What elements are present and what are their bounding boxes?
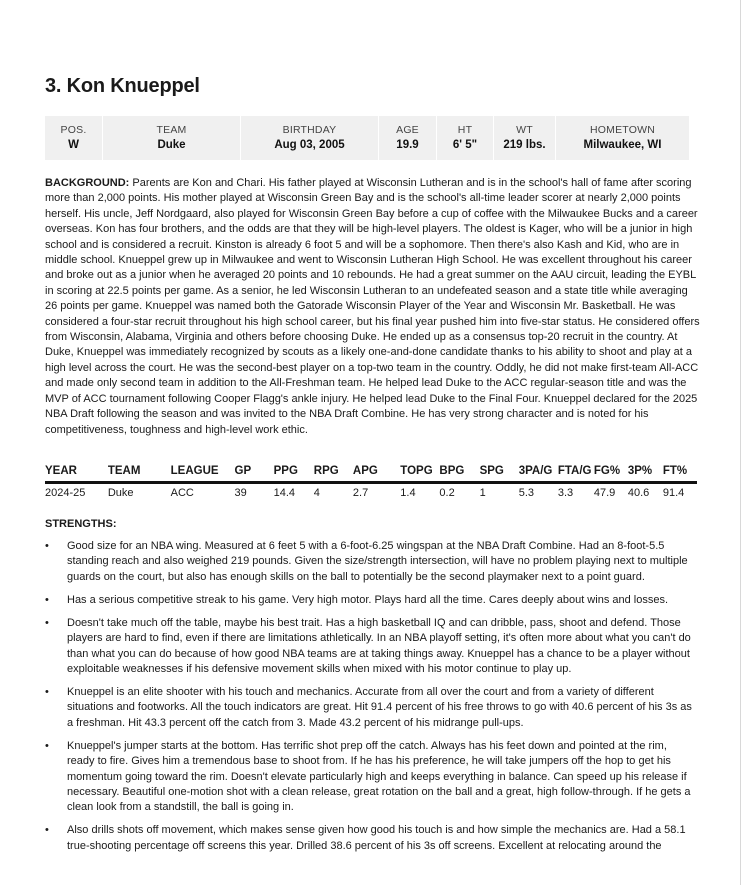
stats-header: 3PA/G: [519, 461, 558, 483]
strength-text: Has a serious competitive streak to his game. Very high motor. Plays hard all the time. Cares deeply about wins and losses.: [67, 593, 669, 606]
bio-team: [102, 116, 240, 160]
bio-bar: [45, 116, 689, 160]
bullet-icon: •: [45, 686, 49, 699]
strength-text: Knueppel's jumper starts at the bottom. Has terrific shot prep off the catch. Always has his feet down and pointed at the rim, ready to fire. Gives him a tremendous base to shoot from. If he has his preference, he will take jumpers off the hop to get his momentum going toward the rim. Doesn't elevate particularly high and keeps everything in balance. Can speed up his release if necessary. Beautiful one-motion shot with a clean release, great rotation on the ball and a great, high follow-through. If he gets a clean look from a standstill, the ball is going in.: [67, 739, 691, 814]
bio-height: [436, 116, 493, 160]
strengths-heading: STRENGTHS:: [45, 518, 117, 530]
bio-label: AGE: [396, 124, 419, 136]
bio-value: Duke: [157, 139, 186, 151]
stats-cell: ACC: [170, 487, 194, 499]
bullet-icon: •: [45, 540, 49, 552]
bio-pos: [45, 116, 102, 160]
bio-birthday: [240, 116, 378, 160]
stats-header: YEAR: [45, 461, 108, 483]
stats-cell: 40.6: [627, 487, 650, 499]
background-paragraph: [45, 176, 700, 438]
stats-cell: 39: [234, 487, 247, 499]
bio-label: WT: [516, 124, 533, 136]
bio-value: Milwaukee, WI: [583, 139, 662, 151]
stats-cell: 91.4: [662, 487, 685, 499]
stats-cell: 47.9: [593, 487, 616, 499]
bio-value: W: [68, 139, 79, 151]
player-title: 3. Kon Knueppel: [45, 75, 200, 97]
list-item: [45, 823, 695, 854]
strength-text: Doesn't take much off the table, maybe his best trait. Has a high basketball IQ and can dribble, pass, shoot and defend. Those players are hard to find, even if there are limitations athletically. In an NBA playoff setting, it's often more about what you can't do than what you can do because of how good NBA teams are at taking things away. Knueppel has a chance to be a player without exploitable weaknesses if his defensive movement skills when mixed with his motor continue to play up.: [67, 616, 691, 676]
stats-cell: 2.7: [352, 487, 369, 499]
stats-header: FT%: [663, 461, 697, 483]
bullet-icon: •: [45, 593, 49, 606]
strength-text: Knueppel is an elite shooter with his touch and mechanics. Accurate from all over the court and from a variety of different situations and footworks. All the touch indicators are great. Hit 91.4 percent of his free throws to go with 40.6 percent of his 3s as a freshman. Hit 43.3 percent off the catch from 3. Made 43.2 percent of his midrange pull-ups.: [67, 686, 692, 729]
bio-label: TEAM: [156, 124, 187, 136]
bio-value: 219 lbs.: [503, 139, 546, 151]
bio-label: POS.: [60, 124, 87, 136]
stats-cell: 4: [313, 487, 320, 499]
stats-header: 3P%: [628, 461, 663, 483]
stats-cell: Duke: [107, 487, 134, 499]
stats-cell: 2024-25: [45, 487, 86, 499]
background-label: BACKGROUND:: [45, 177, 130, 189]
stats-header: TEAM: [108, 461, 171, 483]
stats-cell: 0.2: [439, 487, 455, 499]
bio-weight: [493, 116, 555, 160]
stats-header-row: [45, 461, 697, 483]
bio-label: HOMETOWN: [590, 124, 655, 136]
list-item: [45, 539, 695, 585]
stats-header: APG: [353, 461, 400, 483]
stats-header: PPG: [274, 461, 314, 483]
bio-age: [378, 116, 436, 160]
table-row: [45, 483, 697, 503]
bio-value: 6' 5": [452, 139, 478, 151]
bio-label: BIRTHDAY: [282, 124, 337, 136]
stats-header: LEAGUE: [171, 461, 235, 483]
strength-text: Also drills shots off movement, which makes sense given how good his touch is and how simple the mechanics are. Had a 58.1 true-shooting percentage off screens this year. Drilled 38.6 percent of his 3s off screens. Excellent at relocating around the: [67, 824, 686, 852]
background-text: Parents are Kon and Chari. His father played at Wisconsin Lutheran and is in the school's hall of fame after scoring more than 2,000 points. His mother played at Wisconsin Green Bay and is the school's all-time leader scorer at nearly 2,000 points herself. His uncle, Jeff Nordgaard, also played for Wisconsin Green Bay before a cup of coffee with the Milwaukee Bucks and a career overseas. Kon has four brothers, and the odds are that they will be high-level players. The oldest is Kager, who will be a junior in high school and is considered a recruit. Kinston is already 6 foot 5 and will be a sophomore. Then there's also Kash and Kid, who are in middle school. Knueppel grew up in Milwaukee and went to Wisconsin Lutheran High School. He was excellent throughout his career and broke out as a junior when he averaged 20 points and 10 rebounds. He had a great summer on the AAU circuit, leading the EYBL in scoring at 22.5 points per game. As a senior, he led Wisconsin Lutheran to an undefeated season and a state title while averaging 26 points per game. Knueppel was named both the Gatorade Wisconsin Player of the Year and Wisconsin Mr. Basketball. He was considered a four-star recruit throughout his high school career, but his final year pushed him into five-star status. He considered offers from Wisconsin, Alabama, Virginia and others before choosing Duke. He ended up as a consensus top-20 recruit in the country. At Duke, Knueppel was immediately recognized by scouts as a likely one-and-done candidate thanks to his ability to shoot and play at a high level across the court. He was the second-best player on a top-two team in the country. Oddly, he did not make first-team All-ACC and made only second team in addition to the All-Freshman team. He helped lead Duke to the ACC regular-season title and was the MVP of ACC tournament following Cooper Flagg's ankle injury. He helped lead Duke to the Final Four. Knueppel declared for the 2025 NBA Draft following the season and was invited to the NBA Draft Combine. He has very strong character and is noted for his competitiveness, toughness and high-level work ethic.: [45, 177, 700, 436]
stats-cell: 1.4: [400, 487, 416, 499]
stats-header: TOPG: [400, 461, 439, 483]
strengths-list: [45, 539, 695, 862]
stats-header: FTA/G: [558, 461, 594, 483]
stats-table: [45, 461, 697, 502]
list-item: [45, 739, 695, 816]
list-item: [45, 685, 695, 731]
strength-text: Good size for an NBA wing. Measured at 6 feet 5 with a 6-foot-6.25 wingspan at the NBA Draft Combine. Had an 8-foot-5.5 standing reach and also weighed 219 pounds. Given the size/strength intersection, will have no problem playing next to multiple guards on the court, but also has enough skills on the ball to potentially be the second playmaker next to a point guard.: [67, 540, 688, 583]
bio-value: 19.9: [396, 139, 419, 151]
stats-header: SPG: [480, 461, 519, 483]
stats-cell: 3.3: [557, 487, 574, 499]
stats-header: FG%: [594, 461, 628, 483]
stats-cell: 1: [479, 487, 486, 499]
bullet-icon: •: [45, 824, 49, 837]
stats-cell: 5.3: [518, 487, 534, 499]
bio-hometown: [555, 116, 689, 160]
list-item: [45, 593, 695, 608]
stats-cell: 14.4: [273, 487, 296, 499]
stats-header: GP: [235, 461, 274, 483]
list-item: [45, 616, 695, 678]
bullet-icon: •: [45, 616, 49, 629]
stats-header: RPG: [314, 461, 353, 483]
bio-label: HT: [457, 124, 473, 136]
stats-header: BPG: [439, 461, 479, 483]
bullet-icon: •: [45, 739, 49, 752]
bio-value: Aug 03, 2005: [274, 139, 345, 151]
